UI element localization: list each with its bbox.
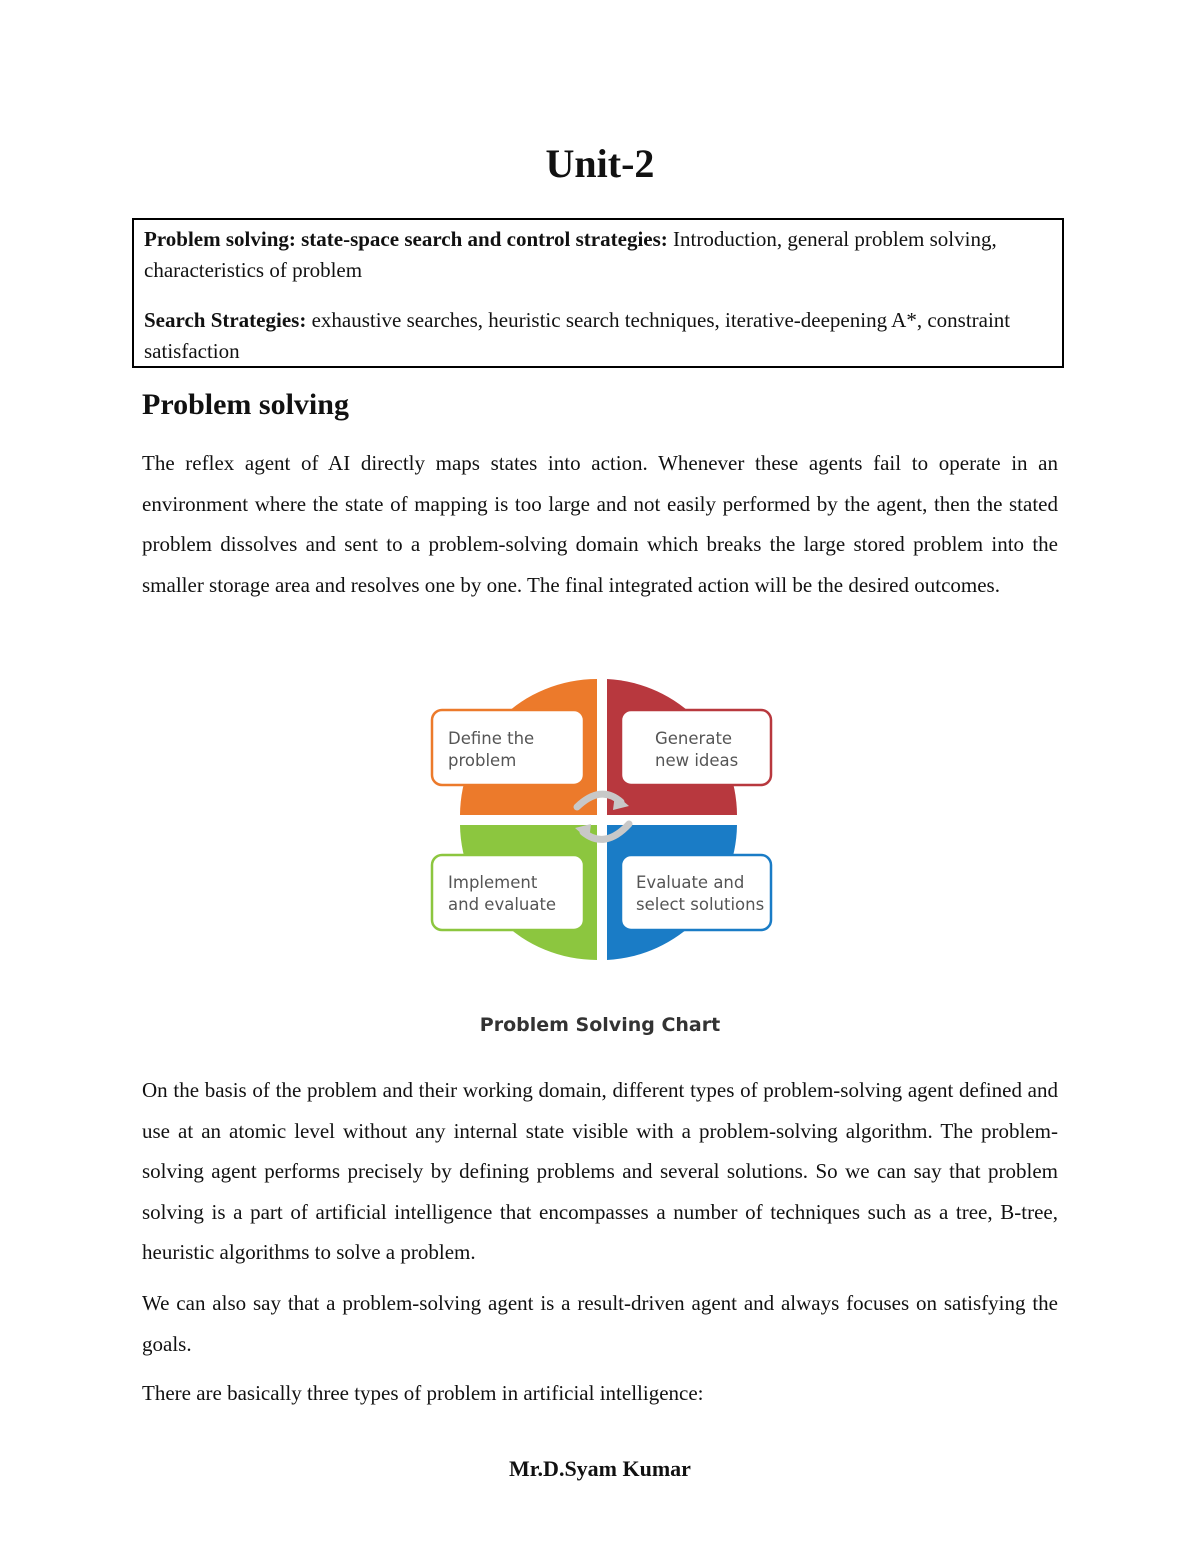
label-implement-line2: and evaluate [448, 895, 557, 914]
syllabus-line-problem-solving [144, 224, 1052, 286]
label-evaluate-line2: select solutions [636, 895, 765, 914]
label-define-line1: Define the [448, 729, 535, 748]
figure-caption: Problem Solving Chart [479, 1014, 721, 1036]
paragraph-agent-types: On the basis of the problem and their working domain, different types of problem-solving agent defined and use at an atomic level without any internal state visible with a problem-solving algorithm. The problem-solving agent performs precisely by defining problems and several solutions. So we can say that problem solving is a part of artificial intelligence that encompasses a number of techniques such as a tree, B-tree, heuristic algorithms to solve a problem. [142, 1078, 1058, 1264]
page-title: Unit-2 [545, 141, 655, 186]
box-evaluate [621, 855, 771, 930]
label-evaluate-line1: Evaluate and [636, 873, 745, 892]
label-implement-line1: Implement [448, 873, 538, 892]
label-define-line2: problem [448, 751, 517, 770]
problem-solving-chart [425, 672, 780, 967]
page-footer-author: Mr.D.Syam Kumar [509, 1456, 691, 1481]
section-heading: Problem solving [142, 388, 349, 421]
syllabus-box [132, 218, 1064, 368]
label-generate-line2: new ideas [655, 751, 739, 770]
paragraph-problem-types: There are basically three types of problem in artificial intelligence: [142, 1381, 704, 1405]
box-implement [432, 855, 584, 930]
syllabus-search-text: exhaustive searches, heuristic search techniques, iterative-deepening A*, constraint satisfaction [144, 308, 1011, 363]
syllabus-line-search-strategies [144, 305, 1052, 367]
label-generate-line1: Generate [655, 729, 733, 748]
syllabus-search-label: Search Strategies: [144, 308, 307, 332]
paragraph-intro: The reflex agent of AI directly maps states into action. Whenever these agents fail to operate in an environment where the state of mapping is too large and not easily performed by the agent, then the stated problem dissolves and sent to a problem-solving domain which breaks the large stored problem into the smaller storage area and resolves one by one. The final integrated action will be the desired outcomes. [142, 451, 1058, 597]
syllabus-topic-label: Problem solving: state-space search and control strategies: [144, 227, 668, 251]
syllabus-topic-text: Introduction, general problem solving, characteristics of problem [144, 227, 997, 282]
paragraph-result-driven: We can also say that a problem-solving agent is a result-driven agent and always focuses on satisfying the goals. [142, 1291, 1058, 1356]
